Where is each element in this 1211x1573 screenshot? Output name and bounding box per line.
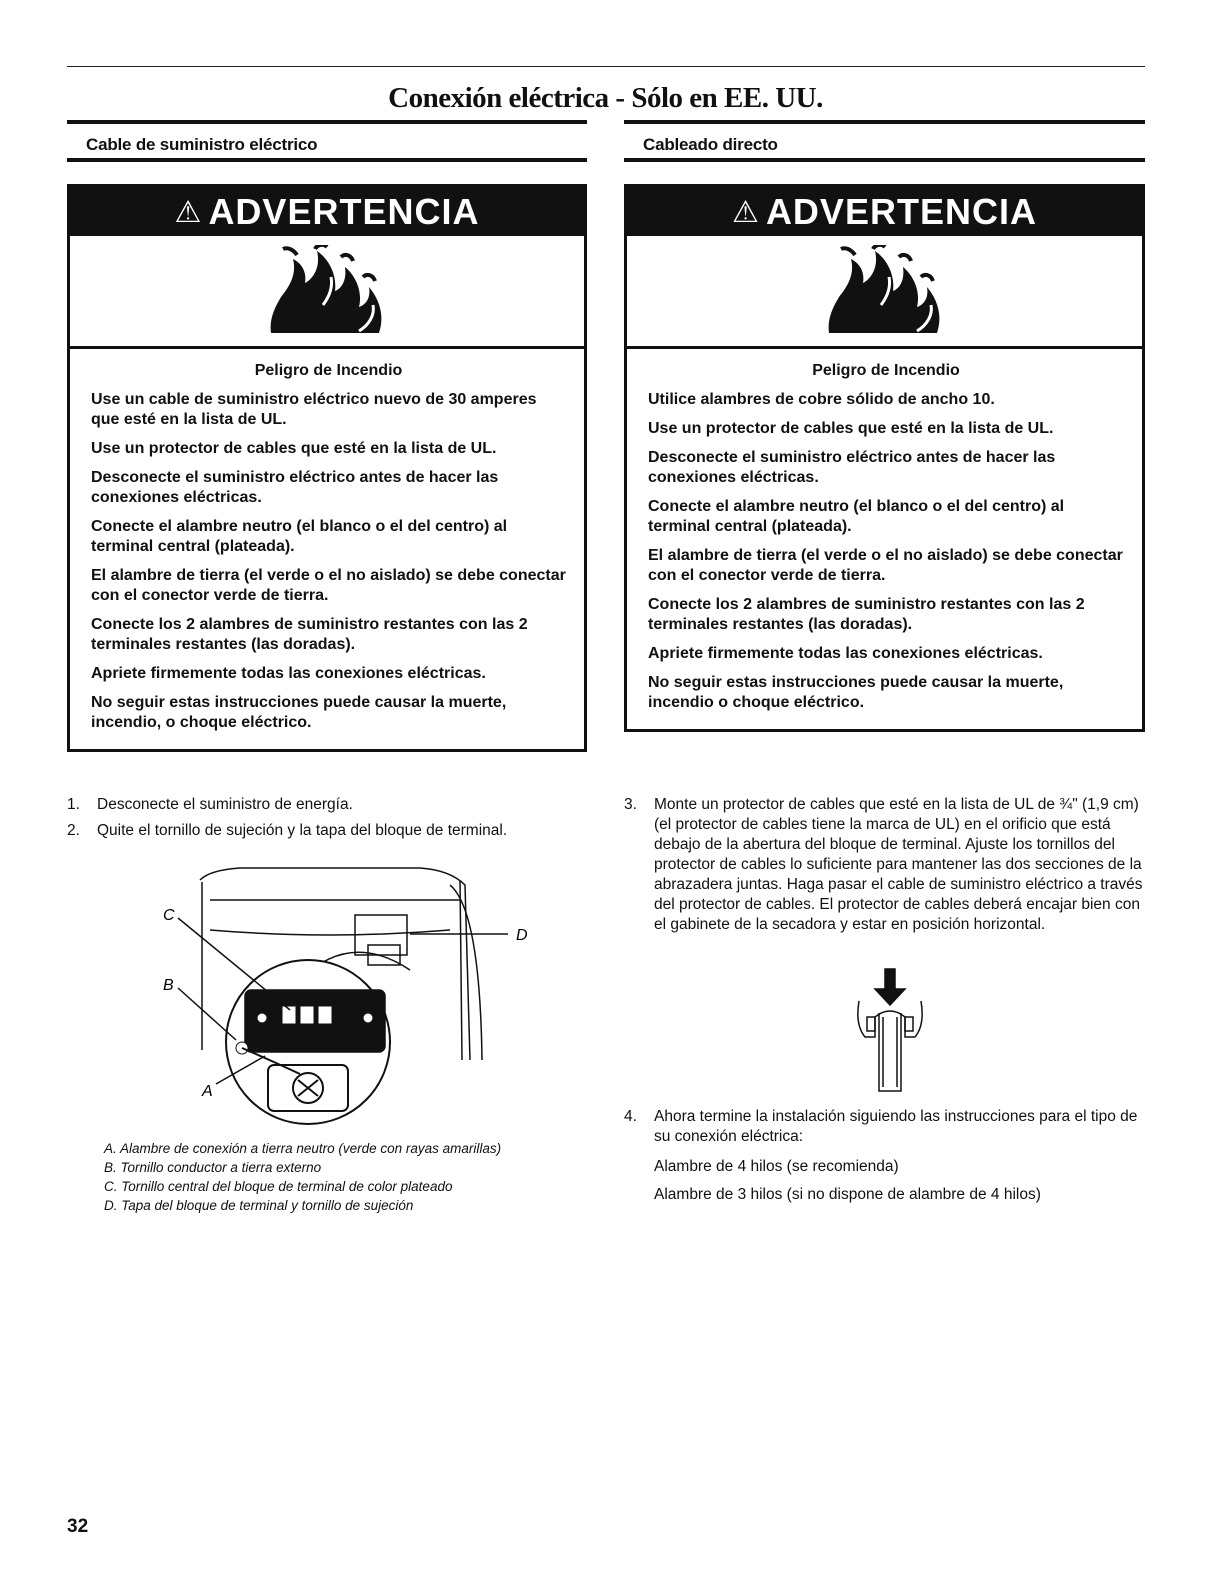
right-flame-area bbox=[627, 236, 1142, 349]
sub-item-4-wire: Alambre de 4 hilos (se recomienda) bbox=[654, 1158, 899, 1175]
left-steps bbox=[67, 795, 587, 847]
strain-relief-illustration bbox=[845, 965, 935, 1095]
right-column bbox=[624, 120, 1145, 732]
right-section-header bbox=[624, 120, 1145, 162]
legend-item-b: B. Tornillo conductor a tierra externo bbox=[104, 1160, 322, 1175]
step-1-text: Desconecte el suministro de energía. bbox=[97, 796, 353, 813]
right-warning-body bbox=[627, 349, 1142, 729]
right-step-3 bbox=[624, 795, 1145, 941]
diagram-legend bbox=[104, 1139, 501, 1215]
right-warning-label: ADVERTENCIA bbox=[765, 191, 1037, 232]
page-number: 32 bbox=[67, 1516, 89, 1537]
left-warning-line-1: Use un cable de suministro eléctrico nuevo de 30 amperes que esté en la lista de UL. bbox=[91, 391, 537, 428]
right-warning-box bbox=[624, 184, 1145, 732]
step-2-number: 2. bbox=[67, 822, 80, 839]
right-warning-line-2: Use un protector de cables que esté en la lista de UL. bbox=[648, 420, 1054, 437]
right-warning-line-4: Conecte el alambre neutro (el blanco o el del centro) al terminal central (plateada). bbox=[648, 498, 1065, 535]
left-warning-line-3: Desconecte el suministro eléctrico antes de hacer las conexiones eléctricas. bbox=[91, 469, 499, 506]
left-warning-label: ADVERTENCIA bbox=[208, 191, 480, 232]
diagram-label-a: A bbox=[202, 1083, 213, 1100]
left-warning-box bbox=[67, 184, 587, 752]
step-3-text: Monte un protector de cables que esté en la lista de UL de ¾" (1,9 cm) (el protector de cables tiene la marca de UL) en el orificio que está debajo de la abertura del bloque de terminal. Ajuste los tornillos del protector de cables lo suficiente para mantener las dos secciones de la abrazadera juntas. Haga pasar el cable de suministro eléctrico a través del protector de cables. El protector de cables deberá encajar bien con el gabinete de la secadora y estar en posición horizontal. bbox=[654, 796, 1143, 933]
diagram-label-c: C bbox=[163, 907, 175, 924]
left-section-header bbox=[67, 120, 587, 162]
left-warning-line-4: Conecte el alambre neutro (el blanco o el del centro) al terminal central (plateada). bbox=[91, 518, 508, 555]
fire-hazard-icon bbox=[267, 245, 387, 337]
right-warning-line-1: Utilice alambres de cobre sólido de ancho 10. bbox=[648, 391, 995, 408]
right-hazard-title: Peligro de Incendio bbox=[812, 362, 960, 379]
step-1 bbox=[67, 795, 587, 815]
right-section-title: Cableado directo bbox=[643, 135, 778, 154]
left-warning-header bbox=[70, 187, 584, 236]
left-warning-line-5: El alambre de tierra (el verde o el no aislado) se debe conectar con el conector verde de tierra. bbox=[91, 567, 566, 604]
right-warning-line-3: Desconecte el suministro eléctrico antes de hacer las conexiones eléctricas. bbox=[648, 449, 1056, 486]
step-1-number: 1. bbox=[67, 796, 80, 813]
step-4-number: 4. bbox=[624, 1108, 637, 1125]
step-3-number: 3. bbox=[624, 796, 637, 813]
right-warning-line-8: No seguir estas instrucciones puede causar la muerte, incendio o choque eléctrico. bbox=[648, 674, 1064, 711]
left-hazard-title: Peligro de Incendio bbox=[254, 362, 403, 379]
left-flame-area bbox=[70, 236, 584, 349]
left-warning-body bbox=[70, 349, 584, 749]
page-title: Conexión eléctrica - Sólo en EE. UU. bbox=[388, 82, 823, 114]
warning-triangle-icon: ⚠ bbox=[732, 196, 760, 229]
legend-item-d: D. Tapa del bloque de terminal y tornillo de sujeción bbox=[104, 1198, 414, 1213]
step-4 bbox=[624, 1107, 1145, 1205]
left-warning-line-2: Use un protector de cables que esté en la lista de UL. bbox=[91, 440, 497, 457]
fire-hazard-icon bbox=[825, 245, 945, 337]
left-column bbox=[67, 120, 587, 752]
right-warning-header bbox=[627, 187, 1142, 236]
right-warning-line-7: Apriete firmemente todas las conexiones eléctricas. bbox=[648, 645, 1043, 662]
diagram-label-d: D bbox=[516, 927, 528, 944]
terminal-block-diagram bbox=[150, 860, 560, 1130]
right-warning-line-5: El alambre de tierra (el verde o el no aislado) se debe conectar con el conector verde de tierra. bbox=[648, 547, 1123, 584]
step-2 bbox=[67, 821, 587, 841]
sub-item-3-wire: Alambre de 3 hilos (si no dispone de alambre de 4 hilos) bbox=[654, 1186, 1041, 1203]
right-step-4 bbox=[624, 1107, 1145, 1213]
step-3 bbox=[624, 795, 1145, 935]
warning-triangle-icon: ⚠ bbox=[174, 196, 203, 229]
left-warning-line-7: Apriete firmemente todas las conexiones eléctricas. bbox=[91, 665, 486, 682]
left-warning-line-6: Conecte los 2 alambres de suministro restantes con las 2 terminales restantes (las doradas). bbox=[91, 616, 528, 653]
left-section-title: Cable de suministro eléctrico bbox=[86, 135, 318, 154]
diagram-label-b: B bbox=[163, 977, 174, 994]
left-warning-line-8: No seguir estas instrucciones puede causar la muerte, incendio, o choque eléctrico. bbox=[91, 694, 507, 731]
top-rule bbox=[67, 66, 1145, 67]
legend-item-c: C. Tornillo central del bloque de terminal de color plateado bbox=[104, 1179, 453, 1194]
step-4-text: Ahora termine la instalación siguiendo las instrucciones para el tipo de su conexión eléctrica: bbox=[654, 1108, 1138, 1145]
step-2-text: Quite el tornillo de sujeción y la tapa del bloque de terminal. bbox=[97, 822, 508, 839]
right-warning-line-6: Conecte los 2 alambres de suministro restantes con las 2 terminales restantes (las doradas). bbox=[648, 596, 1085, 633]
legend-item-a: A. Alambre de conexión a tierra neutro (verde con rayas amarillas) bbox=[104, 1141, 502, 1156]
